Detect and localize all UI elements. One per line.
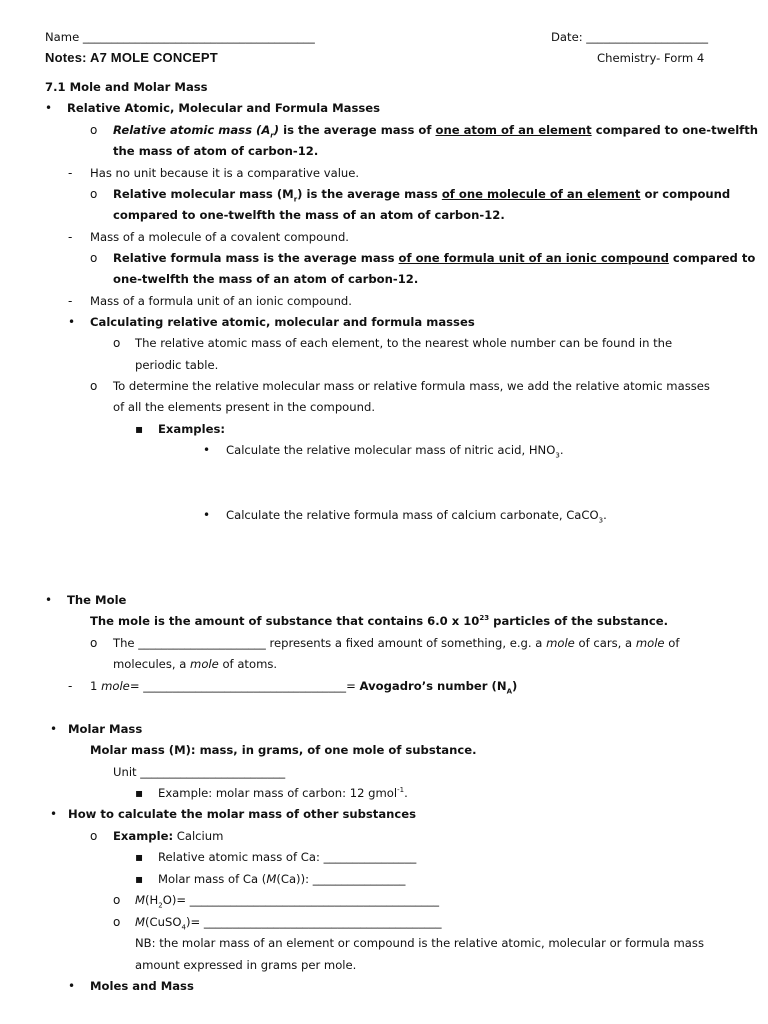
circle-bullet-icon	[113, 893, 120, 907]
example-nitric-acid: Calculate the relative molecular mass of nitric acid, $HNO_3$.	[226, 443, 564, 460]
circle-bullet-icon	[90, 123, 97, 137]
rfm-definition: Relative formula mass is the average mass of one formula unit of an ionic compound compared to	[113, 251, 756, 265]
rfm-definition-cont: one-twelfth the mass of an atom of carbon-12.	[113, 272, 419, 286]
calculating-heading: Calculating relative atomic, molecular and formula masses	[90, 315, 475, 329]
bullet-icon	[45, 593, 52, 607]
how-to-heading: How to calculate the molar mass of other substances	[68, 807, 417, 821]
calcium-molar-mass-line: Molar mass of Ca (M(Ca)): ________________	[158, 872, 406, 886]
rfm-note: Mass of a formula unit of an ionic compound.	[90, 294, 352, 308]
rmm-definition-cont: compared to one-twelfth the mass of an atom of carbon-12.	[113, 208, 505, 222]
molar-mass-example: Example: molar mass of carbon: 12 gmol$^{-1}$.	[158, 786, 408, 800]
molar-mass-unit: Unit _________________________	[113, 765, 286, 779]
circle-bullet-icon	[90, 379, 97, 393]
circle-bullet-icon	[90, 829, 97, 843]
ram-definition-cont: the mass of atom of carbon-12.	[113, 144, 319, 158]
circle-bullet-icon	[90, 251, 97, 265]
circle-bullet-icon	[90, 187, 97, 201]
calcium-ram-line: Relative atomic mass of Ca: ________________	[158, 850, 417, 864]
ram-definition: Relative atomic mass $(A_r)$ is the average mass of one atom of an element compared to one-twelfth	[113, 123, 759, 140]
bullet-icon	[203, 443, 210, 457]
subject-label: Chemistry- Form 4	[597, 51, 705, 65]
molar-mass-definition: Molar mass (M): mass, in grams, of one mole of substance.	[90, 743, 477, 757]
dash-icon	[68, 294, 72, 308]
circle-bullet-icon	[113, 336, 120, 350]
page-title: Notes: A7 MOLE CONCEPT	[45, 50, 218, 65]
dash-icon	[68, 230, 72, 244]
water-molar-mass-line: $M(H_2O)=$ ___________________________________________	[135, 893, 440, 910]
dash-icon	[68, 166, 72, 180]
mole-fixed-amount: The ______________________ represents a fixed amount of something, e.g. a mole of cars, a mole of	[113, 636, 680, 650]
calculating-point-1-cont: periodic table.	[135, 358, 219, 372]
circle-bullet-icon	[90, 636, 97, 650]
nb-note: NB: the molar mass of an element or compound is the relative atomic, molecular or formula mass	[135, 936, 704, 950]
mole-heading: The Mole	[67, 593, 127, 607]
bullet-icon	[68, 979, 75, 993]
calculating-point-2: To determine the relative molecular mass or relative formula mass, we add the relative atomic masses	[113, 379, 710, 393]
rmm-definition: Relative molecular mass $(M_r)$ is the average mass of one molecule of an element or compound	[113, 187, 731, 204]
mole-definition: The mole is the amount of substance that contains 6.0 x $10^{23}$ particles of the substance.	[90, 614, 669, 628]
nb-note-cont: amount expressed in grams per mole.	[135, 958, 357, 972]
mole-fixed-amount-cont: molecules, a mole of atoms.	[113, 657, 278, 671]
calculating-point-1: The relative atomic mass of each element, to the nearest whole number can be found in the	[135, 336, 673, 350]
circle-bullet-icon	[113, 915, 120, 929]
bullet-icon	[68, 315, 75, 329]
moles-and-mass-heading: Moles and Mass	[90, 979, 194, 993]
bullet-icon	[45, 101, 52, 115]
name-field: Name ________________________________________	[45, 30, 315, 44]
relative-masses-heading: Relative Atomic, Molecular and Formula Masses	[67, 101, 381, 115]
bullet-icon	[203, 508, 210, 522]
dash-icon	[68, 679, 72, 693]
bullet-icon	[50, 722, 57, 736]
date-field: Date: _____________________	[551, 30, 709, 44]
square-bullet-icon	[135, 422, 143, 436]
how-to-example: Example: Calcium	[113, 829, 224, 843]
square-bullet-icon	[135, 850, 143, 864]
molar-mass-heading: Molar Mass	[68, 722, 143, 736]
example-calcium-carbonate: Calculate the relative formula mass of calcium carbonate, CaCO$_3$.	[226, 508, 607, 525]
rmm-note: Mass of a molecule of a covalent compound.	[90, 230, 349, 244]
square-bullet-icon	[135, 872, 143, 886]
section-heading: 7.1 Mole and Molar Mass	[45, 80, 208, 94]
calculating-point-2-cont: of all the elements present in the compound.	[113, 400, 376, 414]
cuso4-molar-mass-line: M(CuSO$_4$)= _________________________________________	[135, 915, 442, 932]
avogadro-line: 1 mole= ___________________________________= Avogadro’s number $(N_A)$	[90, 679, 518, 696]
square-bullet-icon	[135, 786, 143, 800]
bullet-icon	[50, 807, 57, 821]
examples-label: Examples:	[158, 422, 225, 436]
ram-note: Has no unit because it is a comparative value.	[90, 166, 360, 180]
